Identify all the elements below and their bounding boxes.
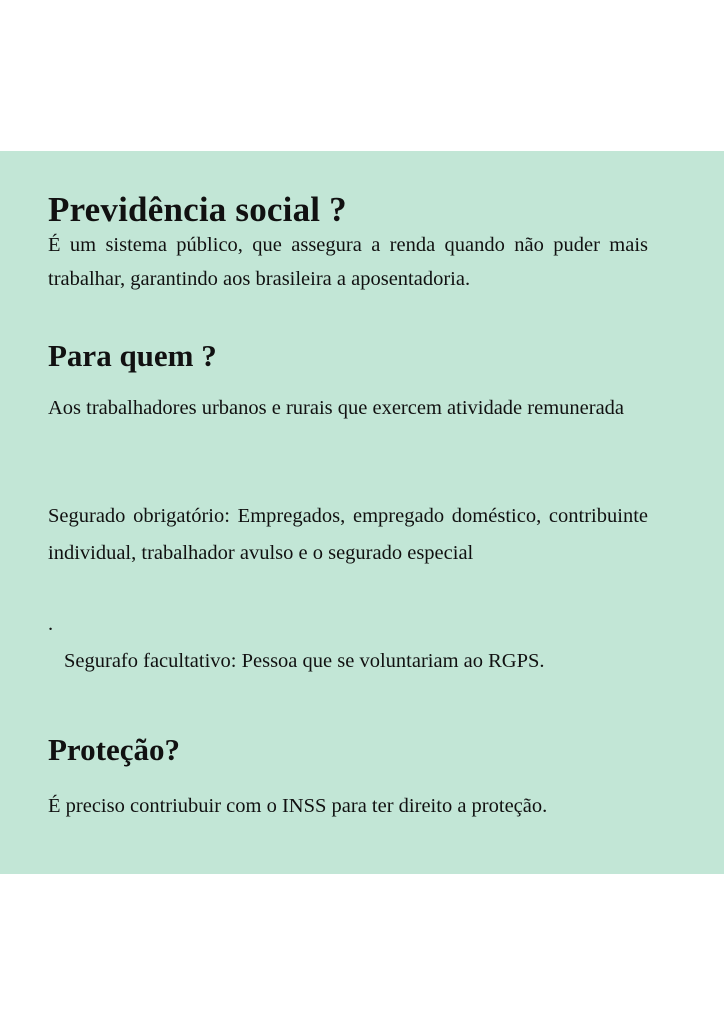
heading-previdencia-social: Previdência social ? <box>48 190 347 229</box>
paragraph-previdencia-description: É um sistema público, que assegura a renda quando não puder mais trabalhar, garantindo aos brasileira a aposentadoria. <box>48 234 648 290</box>
paragraph-segurado-obrigatorio: Segurado obrigatório: Empregados, empregado doméstico, contribuinte individual, trabalhador avulso e o segurado especial <box>48 505 648 564</box>
separator-dot: . <box>48 613 54 635</box>
paragraph-para-quem-description: Aos trabalhadores urbanos e rurais que exercem atividade remunerada <box>48 397 625 419</box>
paragraph-segurado-facultativo: Segurafo facultativo: Pessoa que se voluntariam ao RGPS. <box>64 650 545 672</box>
paragraph-protecao-description: É preciso contriubuir com o INSS para ter direito a proteção. <box>48 795 548 817</box>
heading-para-quem: Para quem ? <box>48 338 217 373</box>
heading-protecao: Proteção? <box>48 732 180 767</box>
